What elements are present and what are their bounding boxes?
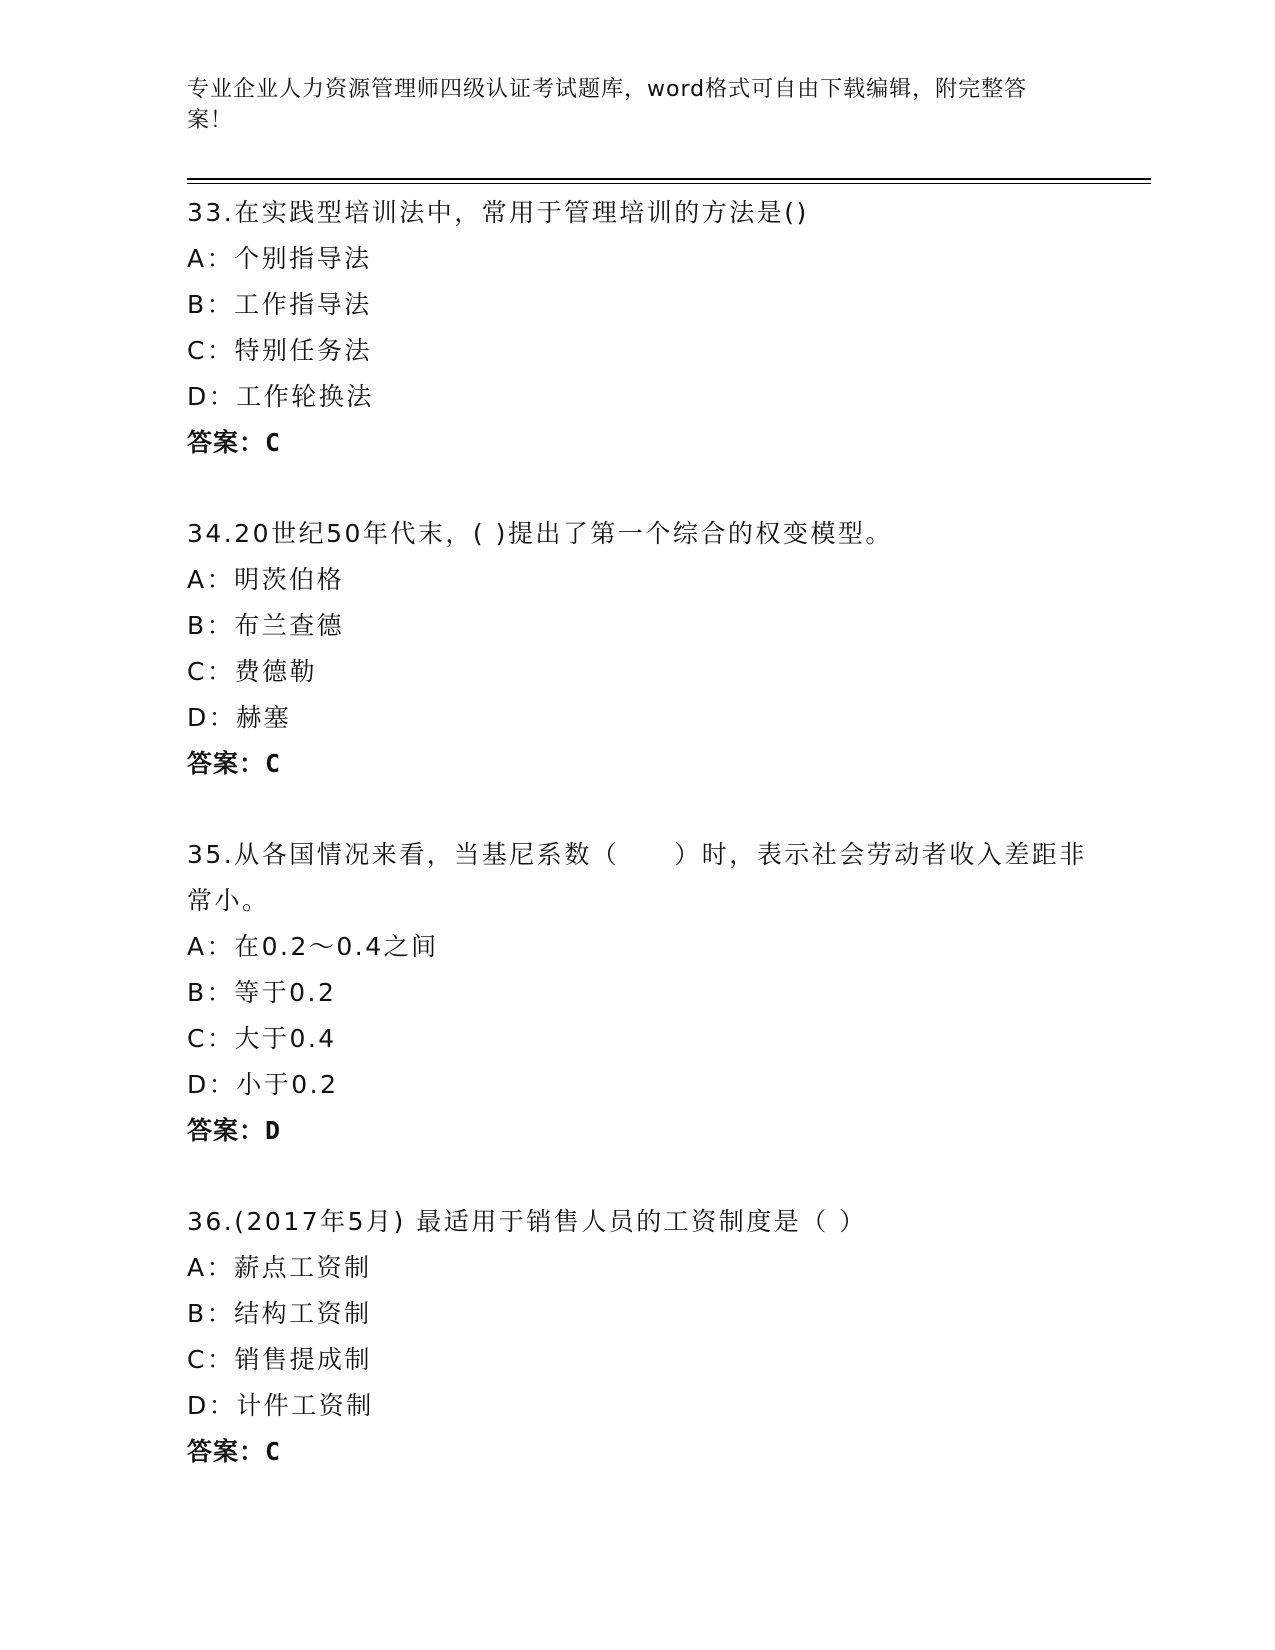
answer-line	[187, 420, 1087, 466]
answer-line	[187, 741, 1087, 787]
answer-value: C	[265, 428, 281, 457]
question-34	[187, 511, 1087, 787]
question-stem: 36.(2017年5月) 最适用于销售人员的工资制度是（ ）	[187, 1207, 867, 1236]
option-b: B：等于0.2	[187, 978, 337, 1007]
option-d: D：小于0.2	[187, 1070, 339, 1099]
header-divider-thin	[187, 183, 1151, 184]
answer-label: 答案：	[187, 1437, 266, 1466]
question-stem: 33.在实践型培训法中，常用于管理培训的方法是()	[187, 198, 809, 227]
answer-value: D	[265, 1116, 281, 1145]
question-stem: 35.从各国情况来看，当基尼系数（ ）时，表示社会劳动者收入差距非常小。	[187, 840, 1087, 915]
header-divider-thick	[187, 178, 1151, 180]
option-d: D：赫塞	[187, 703, 292, 732]
answer-value: C	[265, 1437, 281, 1466]
option-a: A：明茨伯格	[187, 565, 345, 594]
question-36	[187, 1199, 1087, 1475]
option-d: D：工作轮换法	[187, 382, 374, 411]
option-b: B：结构工资制	[187, 1299, 372, 1328]
option-c: C：销售提成制	[187, 1345, 372, 1374]
question-list	[187, 190, 1087, 1520]
option-c: C：大于0.4	[187, 1024, 337, 1053]
option-c: C：特别任务法	[187, 336, 372, 365]
answer-value: C	[265, 749, 281, 778]
answer-label: 答案：	[187, 749, 266, 778]
document-header-description: 专业企业人力资源管理师四级认证考试题库，word格式可自由下载编辑，附完整答案！	[187, 77, 1028, 133]
answer-line	[187, 1429, 1087, 1475]
option-b: B：布兰查德	[187, 611, 345, 640]
option-b: B：工作指导法	[187, 290, 372, 319]
option-a: A：在0.2～0.4之间	[187, 932, 439, 961]
answer-line	[187, 1108, 1087, 1154]
option-c: C：费德勒	[187, 657, 317, 686]
option-d: D：计件工资制	[187, 1391, 374, 1420]
question-33	[187, 190, 1087, 466]
question-35	[187, 832, 1087, 1154]
option-a: A：个别指导法	[187, 244, 372, 273]
answer-label: 答案：	[187, 428, 266, 457]
question-stem: 34.20世纪50年代末，( )提出了第一个综合的权变模型。	[187, 519, 893, 548]
answer-label: 答案：	[187, 1116, 266, 1145]
option-a: A：薪点工资制	[187, 1253, 372, 1282]
